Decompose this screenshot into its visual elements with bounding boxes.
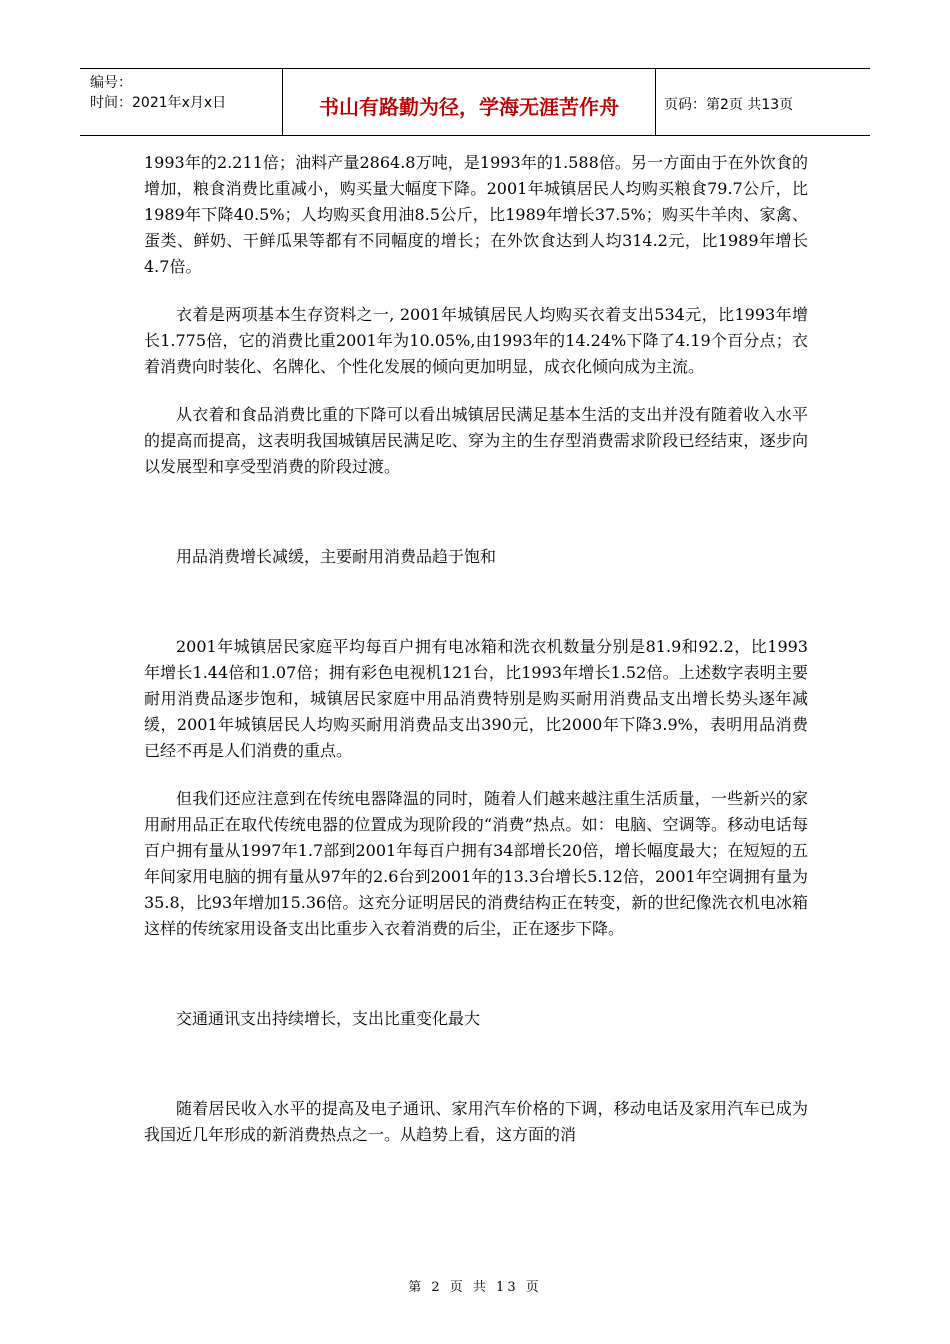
header-table bbox=[80, 68, 870, 136]
header-page-code: 页码：第2页 共13页 bbox=[664, 97, 794, 113]
page-footer: 第 2 页 共 13 页 bbox=[408, 1280, 542, 1295]
header-motto: 书山有路勤为径，学海无涯苦作舟 bbox=[282, 69, 656, 135]
header-meta bbox=[80, 69, 282, 135]
paragraph: 2001年城镇居民家庭平均每百户拥有电冰箱和洗衣机数量分别是81.9和92.2，比1993年增长1.44倍和1.07倍；拥有彩色电视机121台，比1993年增长1.52倍。上述数字表明主要耐用消费品逐步饱和，城镇居民家庭中用品消费特别是购买耐用消费品支出增长势头逐年减缓，2001年城镇居民人均购买耐用消费品支出390元，比2000年下降3.9%，表明用品消费已经不再是人们消费的重点。 bbox=[144, 637, 808, 760]
section-heading: 交通通讯支出持续增长，支出比重变化最大 bbox=[176, 1009, 481, 1028]
document-number: 编号： bbox=[90, 75, 132, 91]
document-body bbox=[144, 150, 808, 1148]
paragraph: 随着居民收入水平的提高及电子通讯、家用汽车价格的下调，移动电话及家用汽车已成为我国近几年形成的新消费热点之一。从趋势上看，这方面的消 bbox=[144, 1099, 808, 1144]
section-heading: 用品消费增长减缓，主要耐用消费品趋于饱和 bbox=[176, 547, 497, 566]
document-time: 时间：2021年x月x日 bbox=[90, 95, 227, 111]
paragraph: 1993年的2.211倍；油料产量2864.8万吨，是1993年的1.588倍。另一方面由于在外饮食的增加，粮食消费比重减小，购买量大幅度下降。2001年城镇居民人均购买粮食79.7公斤，比1989年下降40.5%；人均购买食用油8.5公斤，比1989年增长37.5%；购买牛羊肉、家禽、蛋类、鲜奶、干鲜瓜果等都有不同幅度的增长；在外饮食达到人均314.2元，比1989年增长4.7倍。 bbox=[144, 153, 808, 276]
paragraph: 从衣着和食品消费比重的下降可以看出城镇居民满足基本生活的支出并没有随着收入水平的提高而提高，这表明我国城镇居民满足吃、穿为主的生存型消费需求阶段已经结束，逐步向以发展型和享受型消费的阶段过渡。 bbox=[144, 405, 808, 476]
paragraph: 衣着是两项基本生存资料之一, 2001年城镇居民人均购买衣着支出534元，比1993年增长1.775倍，它的消费比重2001年为10.05%,由1993年的14.24%下降了4.19个百分点；衣着消费向时装化、名牌化、个性化发展的倾向更加明显，成衣化倾向成为主流。 bbox=[144, 305, 808, 376]
paragraph: 但我们还应注意到在传统电器降温的同时，随着人们越来越注重生活质量，一些新兴的家用耐用品正在取代传统电器的位置成为现阶段的“消费”热点。如：电脑、空调等。移动电话每百户拥有量从1997年1.7部到2001年每百户拥有34部增长20倍，增长幅度最大；在短短的五年间家用电脑的拥有量从97年的2.6台到2001年的13.3台增长5.12倍，2001年空调拥有量为35.8，比93年增加15.36倍。这充分证明居民的消费结构正在转变，新的世纪像洗衣机电冰箱这样的传统家用设备支出比重步入衣着消费的后尘，正在逐步下降。 bbox=[144, 789, 808, 938]
